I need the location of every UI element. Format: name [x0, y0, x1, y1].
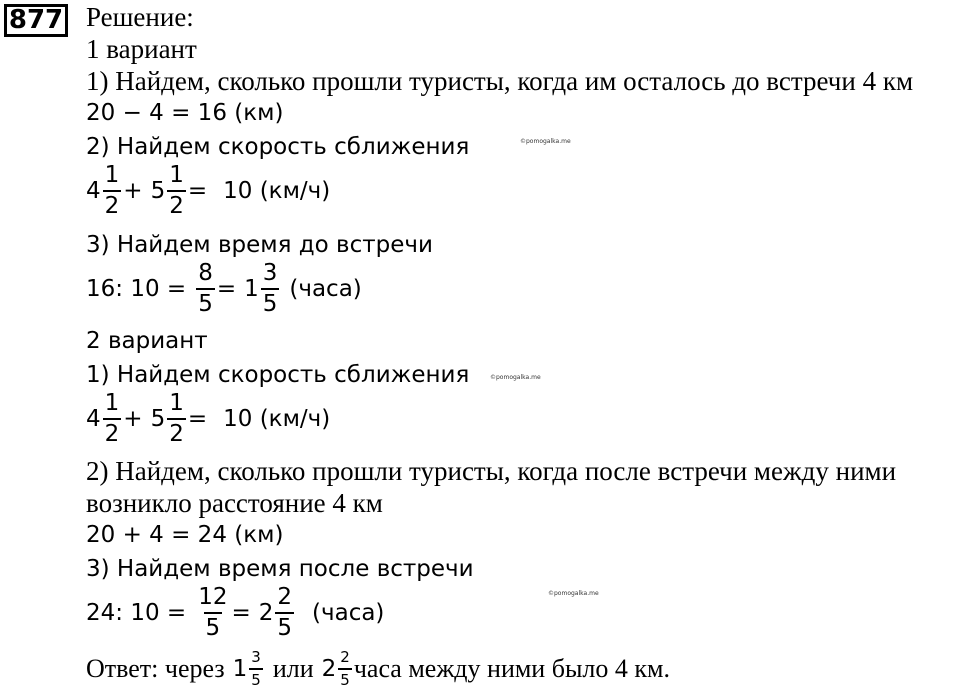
mixed-whole: 2 — [258, 600, 274, 626]
plus-sign: + — [123, 178, 143, 204]
unit: (часа) — [289, 276, 362, 302]
mixed-whole: 2 — [321, 656, 337, 682]
v2-step-2: 2) Найдем, сколько прошли туристы, когда после встречи между ними — [86, 456, 897, 486]
equals-sign: = — [187, 406, 208, 432]
v1-speed-equation — [86, 164, 330, 218]
mixed-whole: 4 — [86, 178, 101, 204]
fraction: $\frac{8}{5}$ — [198, 260, 213, 317]
v1-step-1: 1) Найдем, сколько прошли туристы, когда им осталось до встречи 4 км — [86, 66, 914, 96]
fraction: $\frac{3}{5}$ — [262, 260, 278, 317]
watermark: ©pomogalka.me — [490, 374, 541, 381]
unit: (часа) — [312, 600, 385, 626]
problem-number: 877 — [4, 4, 68, 37]
v1-step-1-calc: 20 − 4 = 16 (км) — [86, 100, 284, 126]
lhs: 24: 10 = — [86, 600, 187, 626]
fraction: $\frac{1}{2}$ — [169, 390, 184, 447]
fraction: $\frac{12}{5}$ — [198, 584, 228, 641]
answer-line — [86, 650, 670, 688]
answer-prefix: Ответ: через — [86, 654, 225, 683]
mixed-whole: 1 — [244, 276, 259, 302]
equals-sign: = — [231, 600, 251, 626]
fraction: $\frac{3}{5}$ — [251, 648, 261, 689]
answer-suffix: часа между ними было 4 км. — [353, 654, 670, 683]
mixed-whole: 5 — [150, 178, 166, 204]
v2-step-2-cont: возникло расстояние 4 км — [86, 488, 383, 518]
mixed-whole: 4 — [86, 406, 101, 432]
fraction: $\frac{1}{2}$ — [104, 390, 120, 447]
fraction: $\frac{2}{5}$ — [340, 648, 350, 689]
variant-1-heading: 1 вариант — [86, 34, 197, 64]
mixed-whole: 5 — [150, 406, 166, 432]
v2-speed-equation — [86, 392, 330, 446]
watermark: ©pomogalka.me — [548, 590, 599, 597]
solution-heading: Решение: — [86, 2, 194, 32]
v2-step-2-calc: 20 + 4 = 24 (км) — [86, 522, 284, 548]
fraction: $\frac{1}{2}$ — [169, 162, 184, 219]
equals-sign: = — [216, 276, 237, 302]
variant-2-heading: 2 вариант — [86, 328, 208, 354]
v2-time-equation — [86, 586, 384, 640]
v1-step-2: 2) Найдем скорость сближения — [86, 134, 470, 160]
equals-sign: = — [187, 178, 208, 204]
answer-or: или — [272, 654, 314, 683]
lhs: 16: 10 = — [86, 276, 187, 302]
fraction: $\frac{1}{2}$ — [104, 162, 120, 219]
v2-step-1: 1) Найдем скорость сближения — [86, 362, 470, 388]
v2-step-3: 3) Найдем время после встречи — [86, 556, 474, 582]
result: 10 (км/ч) — [223, 406, 331, 432]
result: 10 (км/ч) — [223, 178, 331, 204]
mixed-whole: 1 — [232, 656, 248, 682]
fraction: $\frac{2}{5}$ — [277, 584, 293, 641]
v1-time-equation — [86, 262, 362, 316]
watermark: ©pomogalka.me — [520, 138, 571, 145]
v1-step-3: 3) Найдем время до встречи — [86, 232, 433, 258]
plus-sign: + — [123, 406, 143, 432]
